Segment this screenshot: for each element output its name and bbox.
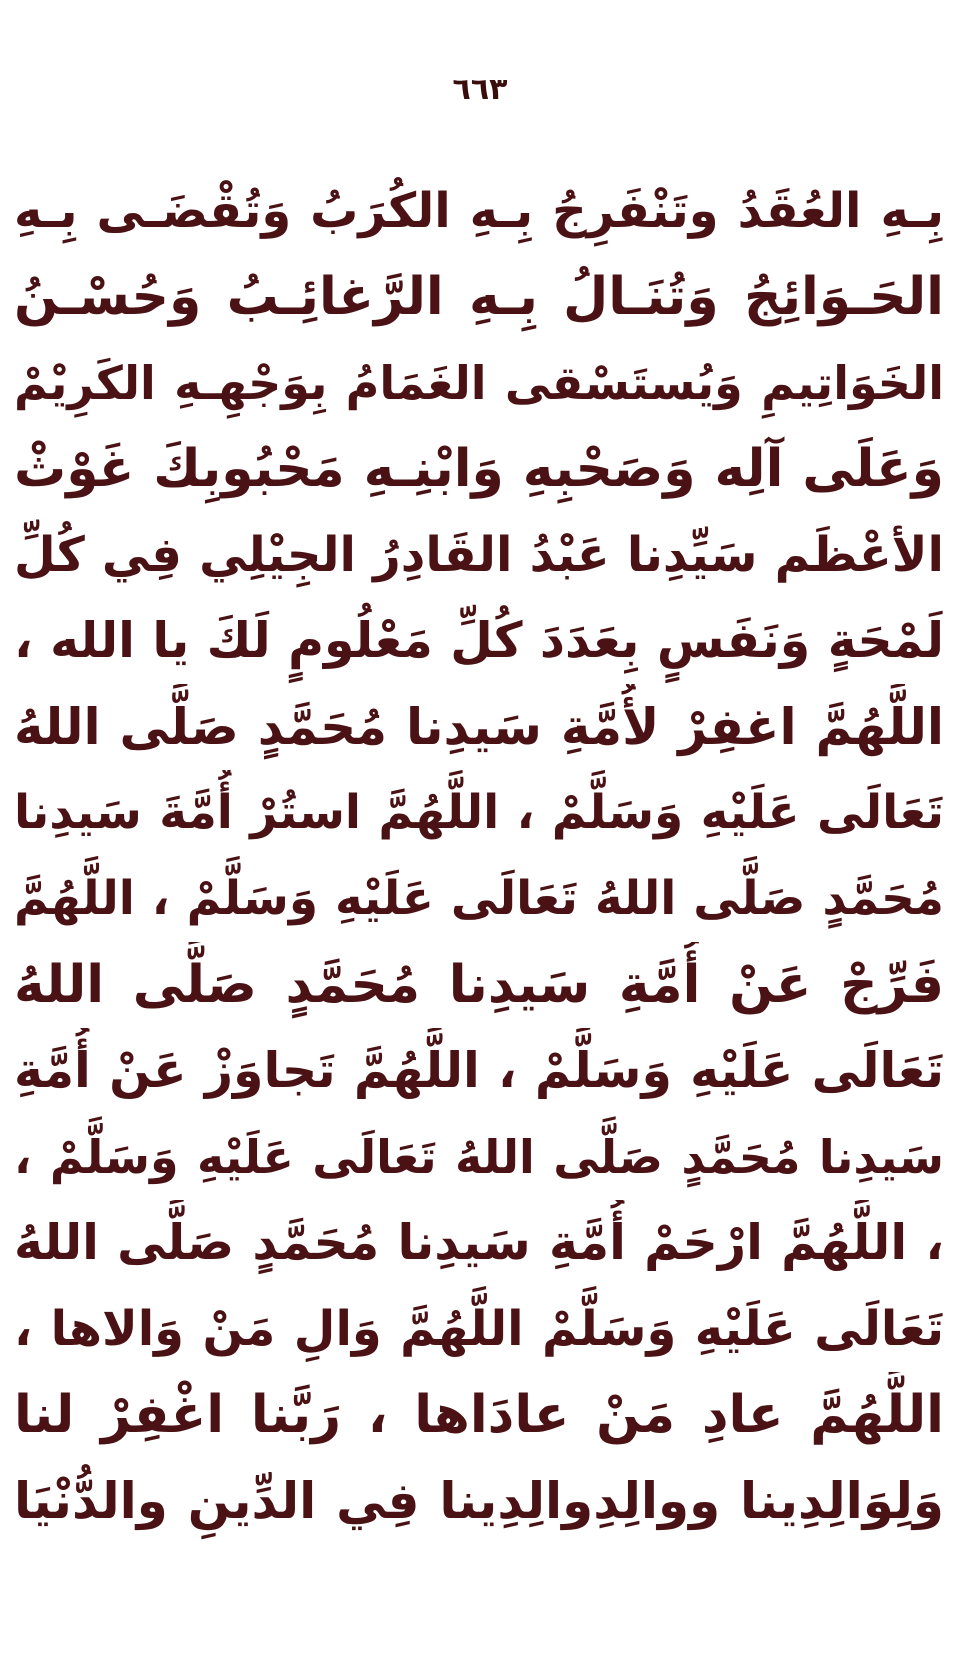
text-line: فَرِّجْ عَنْ أُمَّةِ سَيدِنا مُحَمَّدٍ صَلَّى اللهُ: [14, 955, 944, 1015]
text-line: وَلِوَالِدِينا ووالِدِوالِدِينا فِي الدِّينِ والدُّنْيَا: [14, 1472, 944, 1530]
text-line: اللَّهُمَّ عادِ مَنْ عادَاها ، رَبَّنا اغْفِرْ لنا: [14, 1385, 944, 1445]
text-line: الحَـوَائِجُ وَتُنَـالُ بِـهِ الرَّغائِـبُ وَحُسْـنُ: [14, 267, 944, 327]
text-line: لَمْحَةٍ وَنَفَسٍ بِعَدَدَ كُلِّ مَعْلُومٍ لَكَ يا الله ،: [14, 612, 944, 669]
text-line: الأعْظَم سَيِّدِنا عَبْدُ القَادِرُ الجِيْلِي فِي كُلِّ: [14, 527, 944, 583]
text-line: ، اللَّهُمَّ ارْحَمْ أُمَّةِ سَيدِنا مُحَمَّدٍ صَلَّى اللهُ: [14, 1214, 944, 1271]
text-line: الخَوَاتِيمِ وَيُستَسْقى الغَمَامُ بِوَجْهِـهِ الكَرِيْمْ: [14, 356, 944, 410]
text-line: بِـهِ العُقَدُ وتَنْفَرِجُ بِـهِ الكُرَبُ وَتُقْضَـى بِـهِ: [14, 183, 944, 239]
text-line: اللَّهُمَّ اغفِرْ لأُمَّةِ سَيدِنا مُحَمَّدٍ صَلَّى اللهُ: [14, 698, 944, 756]
text-line: سَيدِنا مُحَمَّدٍ صَلَّى اللهُ تَعَالَى عَلَيْهِ وَسَلَّمْ ،: [14, 1130, 944, 1184]
text-line: تَعَالَى عَلَيْهِ وَسَلَّمْ اللَّهُمَّ وَالِ مَنْ وَالاها ،: [14, 1301, 944, 1357]
text-line: وَعَلَى آلِه وَصَحْبِهِ وَابْنِـهِ مَحْبُوبِكَ غَوْثْ: [14, 439, 944, 499]
text-line: تَعَالَى عَلَيْهِ وَسَلَّمْ ، اللَّهُمَّ استُرْ أُمَّةَ سَيدِنا: [14, 785, 944, 840]
page-number: ٦٦٣: [452, 72, 508, 107]
text-line: مُحَمَّدٍ صَلَّى اللهُ تَعَالَى عَلَيْهِ وَسَلَّمْ ، اللَّهُمَّ: [14, 871, 944, 926]
prayer-text-block: [14, 168, 944, 1544]
text-line: تَعَالَى عَلَيْهِ وَسَلَّمْ ، اللَّهُمَّ تَجاوَزْ عَنْ أُمَّةِ: [14, 1042, 944, 1099]
